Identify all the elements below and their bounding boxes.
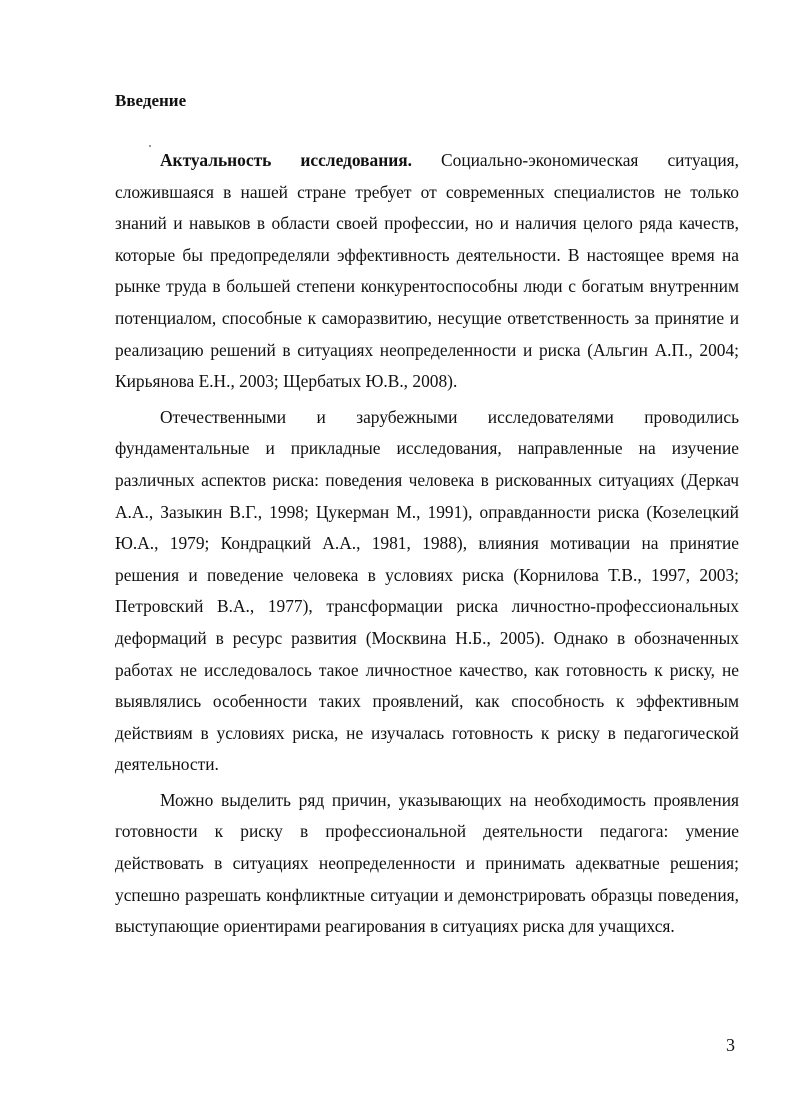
paragraph-research-review: [115, 402, 739, 781]
body-text: [115, 145, 739, 943]
paragraph-lead: Актуальность исследования.: [160, 150, 412, 170]
paragraph-text: Можно выделить ряд причин, указывающих на необходимость проявления готовности к риску в профессиональной деятельности педагога: умение действовать в ситуациях неопределенности и принимать адекватные решения; успешно разрешать конфликтные ситуации и демонстрировать образцы поведения, выступающие ориентирами реагирования в ситуациях риска для учащихся.: [115, 789, 739, 937]
section-heading: Введение: [115, 91, 187, 110]
paragraph-text: Отечественными и зарубежными исследователями проводились фундаментальные и прикладные исследования, направленные на изучение различных аспектов риска: поведения человека в рискованных ситуациях (Деркач А.А., Зазыкин В.Г., 1998; Цукерман М., 1991), оправданности риска (Козелецкий Ю.А., 1979; Кондрацкий А.А., 1981, 1988), влияния мотивации на принятие решения и поведение человека в условиях риска (Корнилова Т.В., 1997, 2003; Петровский В.А., 1977), трансформации риска личностно-профессиональных деформаций в ресурс развития (Москвина Н.Б., 2005). Однако в обозначенных работах не исследовалось такое личностное качество, как готовность к риску, не выявлялись особенности таких проявлений, как способность к эффективным действиям в условиях риска, не изучалась готовность к риску в педагогической деятельности.: [115, 406, 739, 775]
page-number: 3: [726, 1035, 735, 1055]
paragraph-relevance: [115, 145, 739, 398]
paragraph-reasons: [115, 785, 739, 943]
paragraph-text: Социально-экономическая ситуация, сложившаяся в нашей стране требует от современных специалистов не только знаний и навыков в области своей профессии, но и наличия целого ряда качеств, которые бы предопределяли эффективность деятельности. В настоящее время на рынке труда в большей степени конкурентоспособны люди с богатым внутренним потенциалом, способные к саморазвитию, несущие ответственность за принятие и реализацию решений в ситуациях неопределенности и риска (Альгин А.П., 2004; Кирьянова Е.Н., 2003; Щербатых Ю.В., 2008).: [115, 150, 739, 392]
